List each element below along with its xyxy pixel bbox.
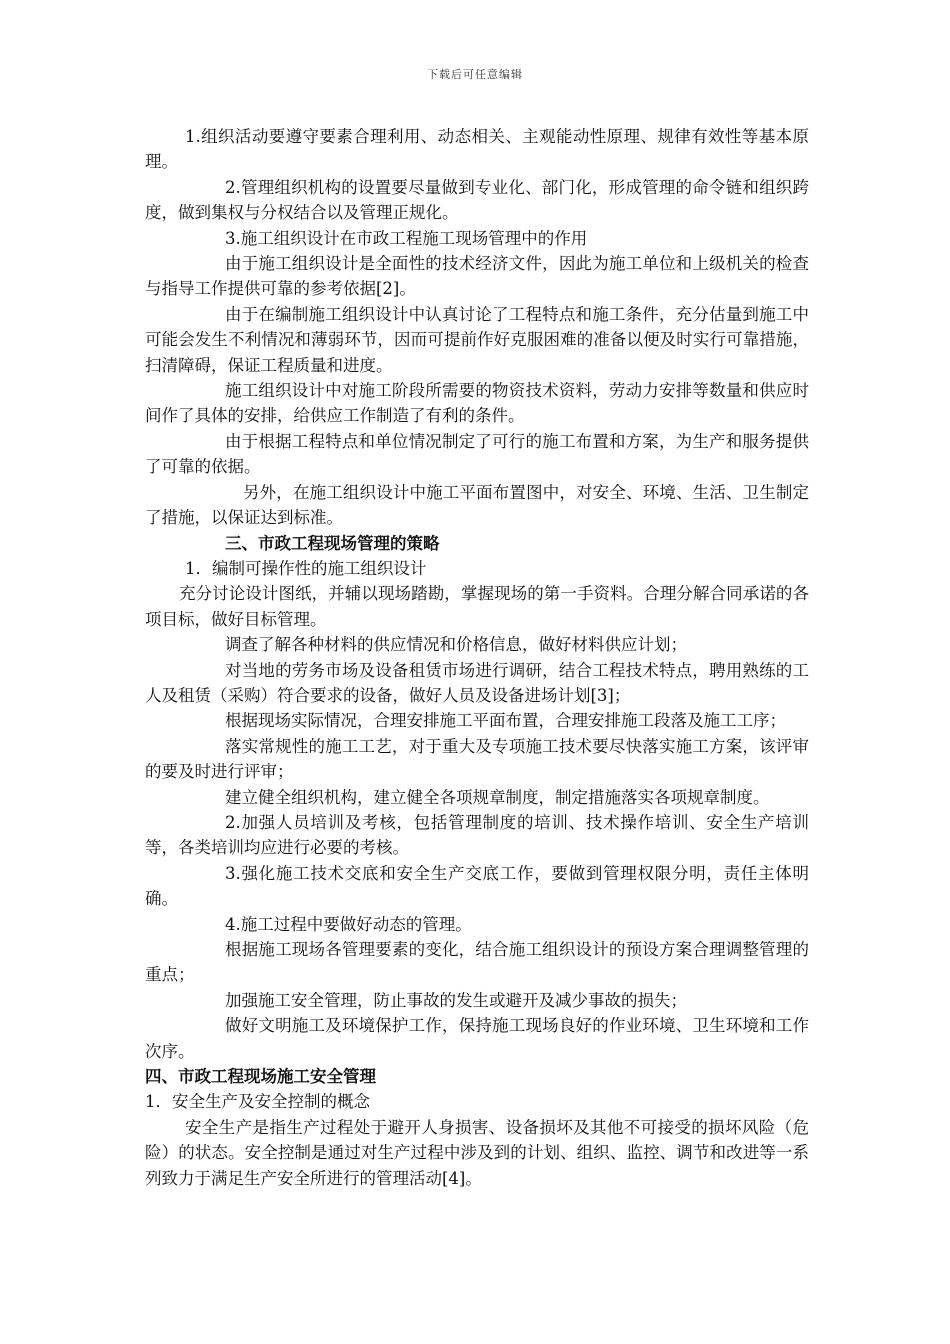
paragraph: 安全生产是指生产过程处于避开人身损害、设备损坏及其他不可接受的损坏风险（危险）的状态。安全控制是通过对生产过程中涉及到的计划、组织、监控、调节和改进等一系列致力于满足生产安全所进行的管理活动[4]。 <box>145 1117 809 1188</box>
paragraph: 2.管理组织机构的设置要尽量做到专业化、部门化，形成管理的命令链和组织跨度，做到集权与分权结合以及管理正规化。 <box>145 177 809 223</box>
page-header: 下载后可任意编辑 <box>427 68 523 81</box>
paragraph: 落实常规性的施工工艺，对于重大及专项施工技术要尽快落实施工方案，该评审的要及时进行评审； <box>145 736 809 782</box>
paragraph: 加强施工安全管理，防止事故的发生或避开及减少事故的损失； <box>225 990 687 1010</box>
paragraph: 对当地的劳务市场及设备租赁市场进行调研，结合工程技术特点，聘用熟练的工人及租赁（采购）符合要求的设备，做好人员及设备进场计划[3]； <box>145 660 809 705</box>
paragraph: 施工组织设计中对施工阶段所需要的物资技术资料，劳动力安排等数量和供应时间作了具体的安排，给供应工作制造了有利的条件。 <box>145 381 809 426</box>
paragraph: 由于在编制施工组织设计中认真讨论了工程特点和施工条件，充分估量到施工中可能会发生不利情况和薄弱环节，因而可提前作好克服困难的准备以便及时实行可靠措施，扫清障碍，保证工程质量和进度。 <box>145 304 809 375</box>
paragraph: 根据施工现场各管理要素的变化，结合施工组织设计的预设方案合理调整管理的重点； <box>145 940 809 985</box>
section-heading: 三、市政工程现场管理的策略 <box>225 533 440 553</box>
paragraph: 另外，在施工组织设计中施工平面布置图中，对安全、环境、生活、卫生制定了措施，以保证达到标准。 <box>145 482 809 528</box>
paragraph: 由于施工组织设计是全面性的技术经济文件，因此为施工单位和上级机关的检查与指导工作提供可靠的参考依据[2]。 <box>145 254 809 299</box>
paragraph: 由于根据工程特点和单位情况制定了可行的施工布置和方案，为生产和服务提供了可靠的依据。 <box>145 431 809 477</box>
paragraph: 2.加强人员培训及考核，包括管理制度的培训、技术操作培训、安全生产培训等，各类培训均应进行必要的考核。 <box>145 812 809 858</box>
paragraph: 4.施工过程中要做好动态的管理。 <box>225 914 472 934</box>
paragraph: 建立健全组织机构，建立健全各项规章制度，制定措施落实各项规章制度。 <box>225 787 770 807</box>
paragraph: 1.组织活动要遵守要素合理利用、动态相关、主观能动性原理、规律有效性等基本原理。 <box>145 127 809 172</box>
document-body <box>145 124 809 1191</box>
paragraph: 3.强化施工技术交底和安全生产交底工作，要做到管理权限分明，责任主体明确。 <box>145 863 809 909</box>
paragraph: 3.施工组织设计在市政工程施工现场管理中的作用 <box>225 228 588 248</box>
paragraph: 根据现场实际情况，合理安排施工平面布置，合理安排施工段落及施工工序； <box>225 711 786 731</box>
paragraph: 调查了解各种材料的供应情况和价格信息，做好材料供应计划； <box>225 635 687 655</box>
section-heading: 四、市政工程现场施工安全管理 <box>145 1067 376 1087</box>
paragraph: 充分讨论设计图纸，并辅以现场踏勘，掌握现场的第一手资料。合理分解合同承诺的各项目标，做好目标管理。 <box>145 584 809 629</box>
subsection-heading: 1．安全生产及安全控制的概念 <box>145 1092 370 1112</box>
subsection-heading: 1．编制可操作性的施工组织设计 <box>185 558 427 578</box>
paragraph: 做好文明施工及环境保护工作，保持施工现场良好的作业环境、卫生环境和工作次序。 <box>145 1016 809 1061</box>
